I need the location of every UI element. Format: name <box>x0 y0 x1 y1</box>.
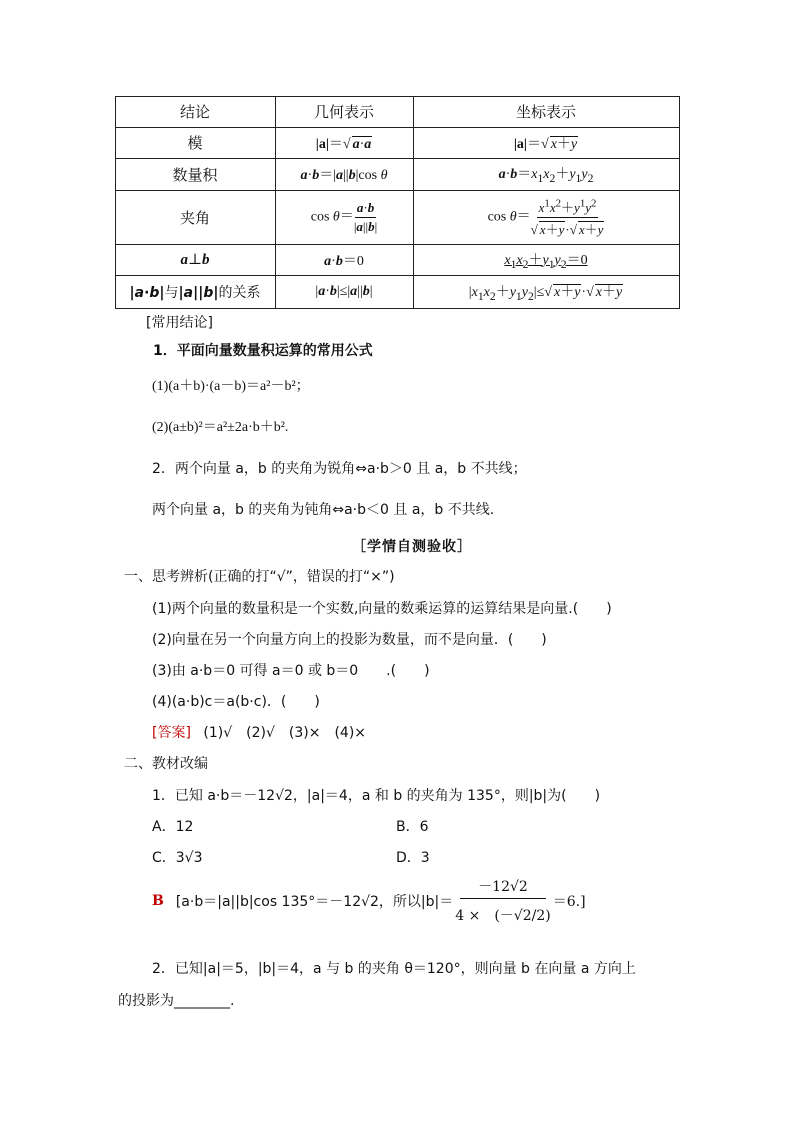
problem1-fraction-denominator: 4 × (－√2/2) <box>455 908 551 924</box>
problem1-option-b: B．6 <box>396 819 429 835</box>
row-label-angle: 夹角 <box>179 208 210 227</box>
part1-title: 一、思考辨析(正确的打“√”，错误的打“×”) <box>124 569 395 585</box>
problem1-stem: 1．已知 a·b＝－12√2，|a|＝4，a 和 b 的夹角为 135°，则|b|为( ) <box>152 788 601 804</box>
judge-question-4: (4)(a·b)c＝a(b·c)．( ) <box>152 694 320 710</box>
geom-inequality: |a·b|≤|a||b| <box>315 283 373 299</box>
coord-modulus: |a|＝√ x＋y <box>513 136 578 152</box>
judge-question-2: (2)向量在另一个向量方向上的投影为数量，而不是向量．( ) <box>152 632 547 648</box>
problem2-line1: 2．已知|a|＝5，|b|＝4，a 与 b 的夹角 θ＝120°，则向量 b 在向量 a 方向上 <box>152 961 636 977</box>
geom-modulus: |a|＝√ a·a <box>315 136 372 152</box>
row-label-inequality: |a·b|与|a||b|的关系 <box>129 284 261 301</box>
row-label-modulus: 模 <box>187 134 203 152</box>
answer-line <box>152 722 366 742</box>
problem1-solution-right: ＝6.] <box>552 893 586 910</box>
problem1-fraction-numerator: －12√2 <box>460 876 546 899</box>
table-header-geometric: 几何表示 <box>313 103 374 121</box>
judge-question-3: (3)由 a·b＝0 可得 a＝0 或 b＝0 .( ) <box>152 663 430 679</box>
geom-perpendicular: a·b＝0 <box>324 253 364 269</box>
common-item2-line2: 两个向量 a，b 的夹角为钝角⇔a·b＜0 且 a，b 不共线. <box>152 502 495 518</box>
table-header-conclusion: 结论 <box>179 103 210 121</box>
problem2-line2: 的投影为________. <box>118 993 235 1009</box>
coord-angle: cos θ＝ $\frac{x^1x^2+y^1y^2}{√ x+y\cdot√ x+y}$ <box>487 197 604 237</box>
problem1-solution-fraction <box>455 876 550 925</box>
problem1-option-c: C．3√3 <box>152 850 203 866</box>
problem1-solution-left: [a·b＝|a||b|cos 135°＝－12√2，所以|b|＝ <box>175 893 454 910</box>
problem1-solution <box>152 876 586 925</box>
geom-dot-product: a·b＝|a||b|cos θ <box>300 168 388 183</box>
row-label-perpendicular: a⊥b <box>180 252 210 268</box>
formula-2: (2)(a±b)²＝a²±2a·b＋b². <box>152 420 289 435</box>
table-header-coordinate: 坐标表示 <box>515 103 576 121</box>
common-item1-title: 1．平面向量数量积运算的常用公式 <box>153 343 373 359</box>
common-item2-line1: 2．两个向量 a，b 的夹角为锐角⇔a·b＞0 且 a，b 不共线； <box>152 461 527 477</box>
common-conclusions-title: [常用结论] <box>146 315 213 331</box>
coord-perpendicular: $x_1x_2+y_1y_2=0$ <box>504 252 588 271</box>
judge-question-1: (1)两个向量的数量积是一个实数,向量的数乘运算的运算结果是向量.( ) <box>152 601 612 617</box>
answer-label: [答案] <box>152 725 191 741</box>
coord-inequality: $|x_1x_2+y_1y_2|\le√$ x＋y·√ x＋y <box>468 284 623 303</box>
formula-1: (1)(a＋b)·(a－b)＝a²－b²； <box>152 379 310 394</box>
answer-text: (1)√ (2)√ (3)× (4)× <box>203 725 367 741</box>
row-label-dot-product: 数量积 <box>172 165 218 184</box>
geom-angle: cos θ＝ $\frac{a\cdot b}{|a||b|}$ <box>310 199 378 234</box>
coord-dot-product: $a\cdot b=x_1x_2+y_1y_2$ <box>498 167 594 185</box>
problem1-option-a: A．12 <box>152 819 194 835</box>
formula-table <box>115 96 680 309</box>
problem1-answer-letter: B <box>152 892 164 909</box>
part2-title: 二、教材改编 <box>124 756 208 772</box>
self-test-banner: ［学情自测验收］ <box>352 539 472 555</box>
problem1-option-d: D．3 <box>396 850 430 866</box>
